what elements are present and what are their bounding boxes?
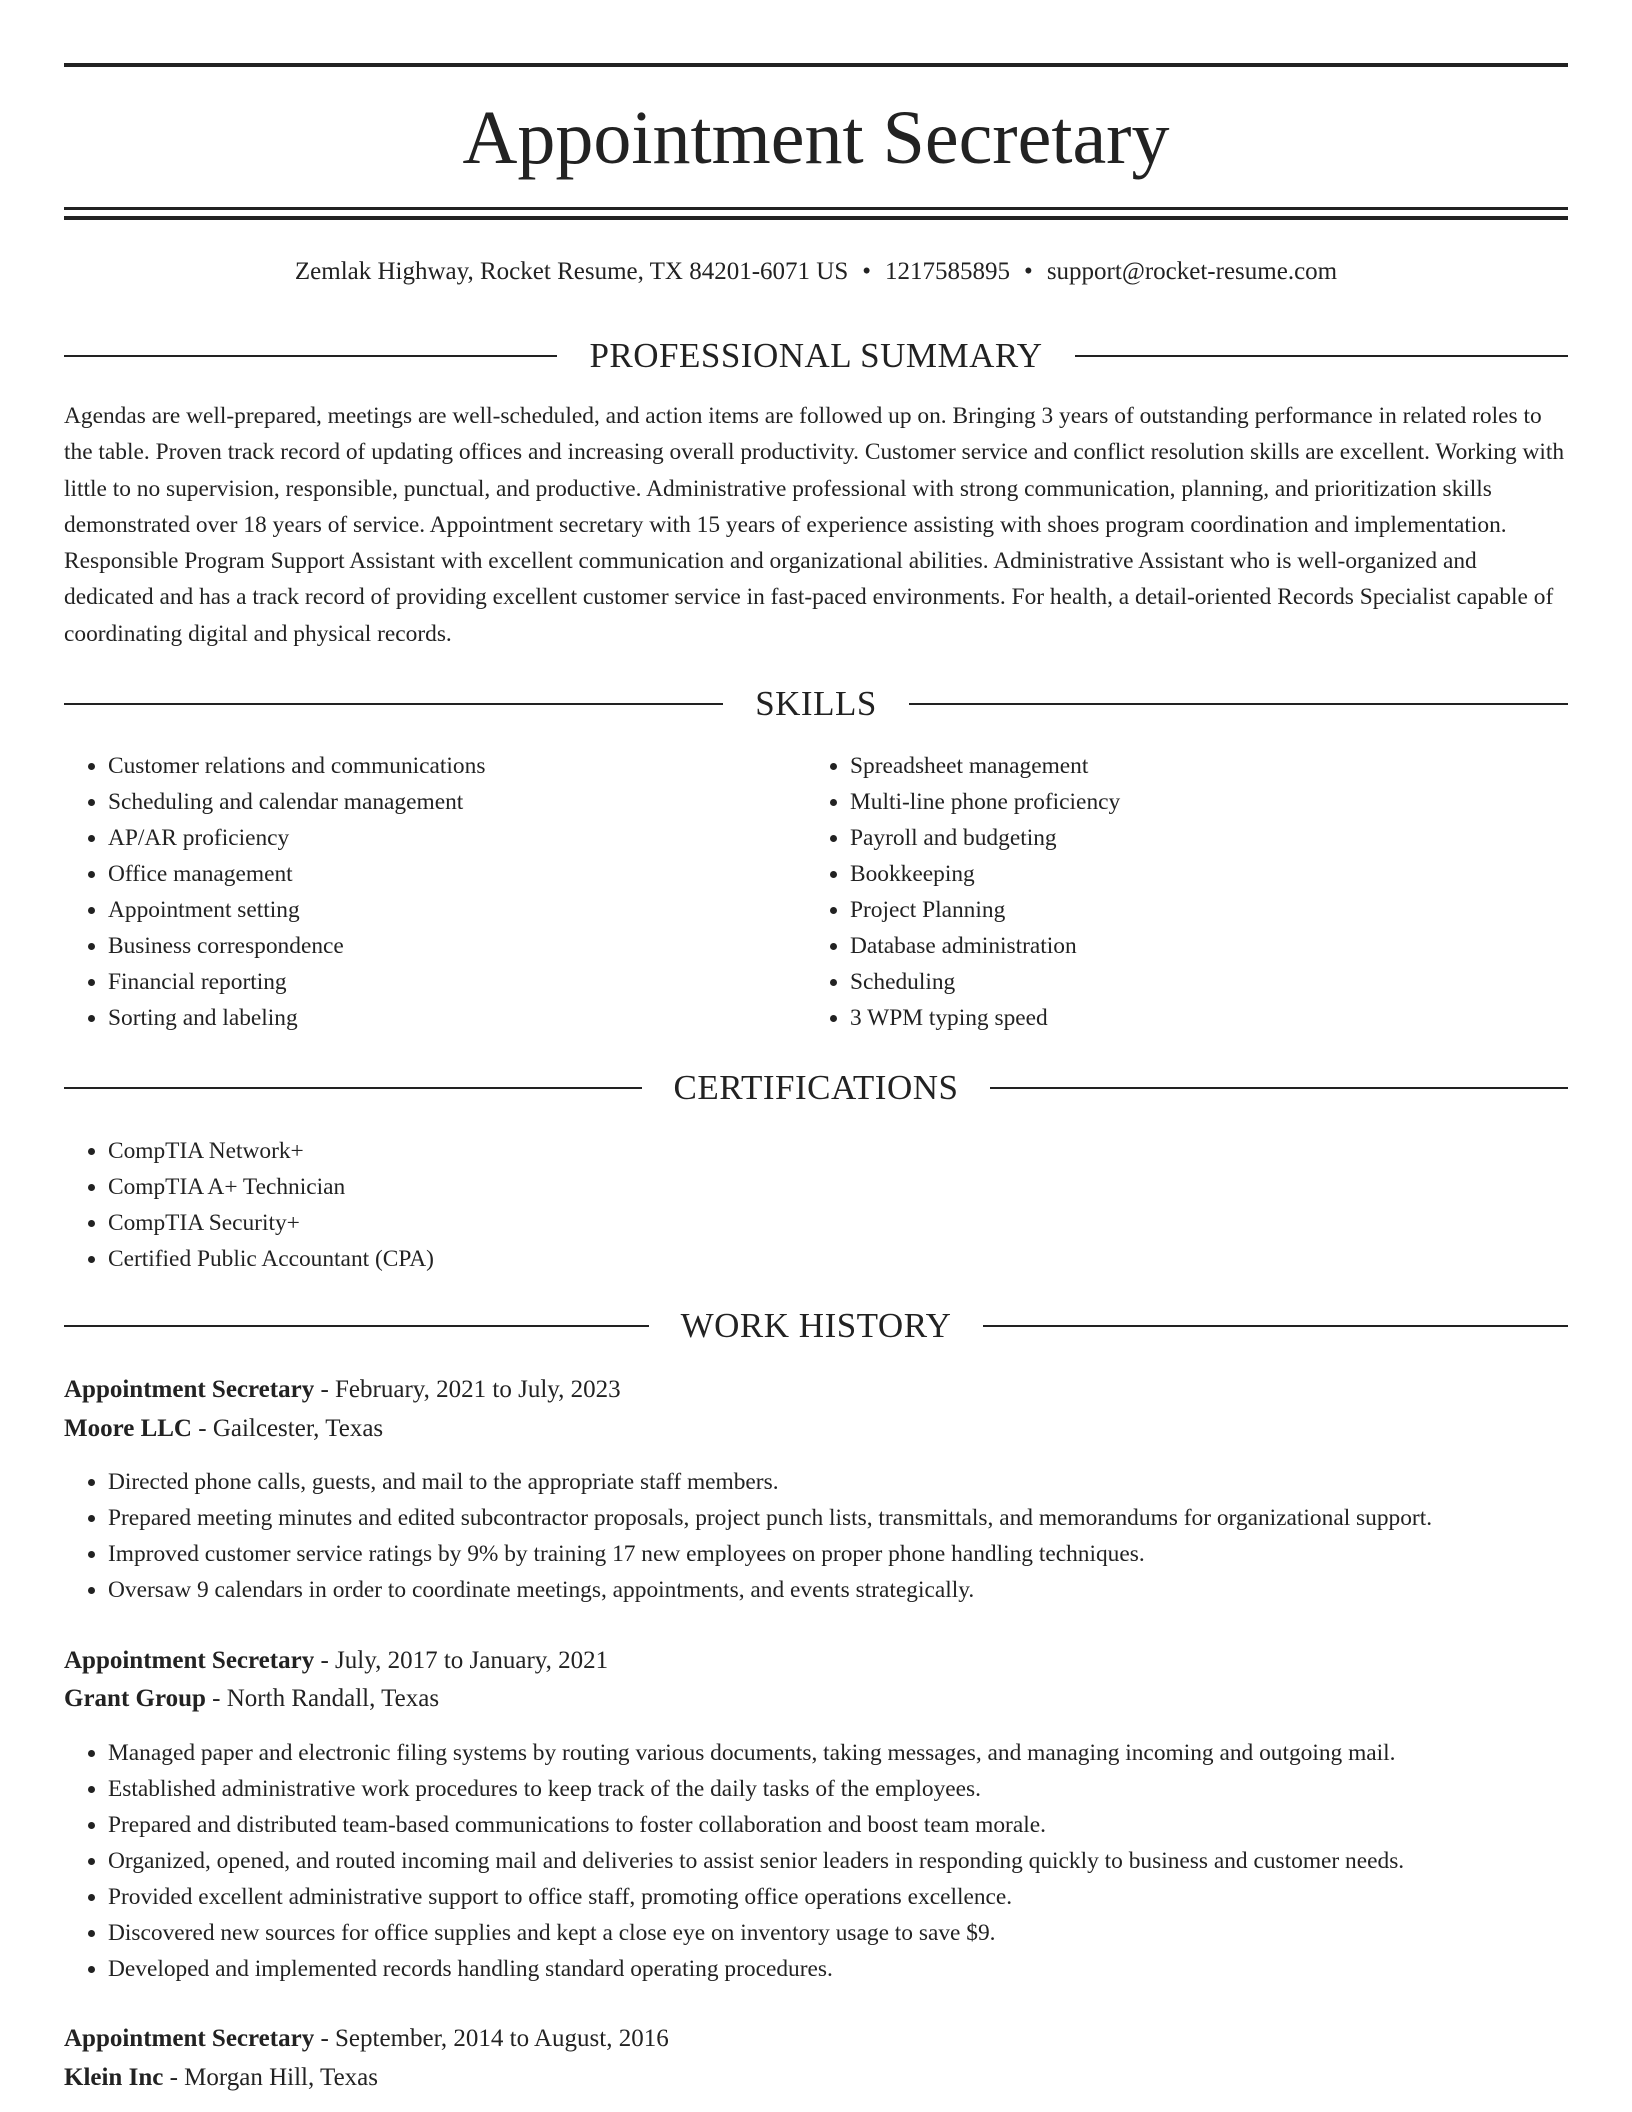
skills-left-column — [64, 748, 764, 1036]
skill-item: • 3 WPM typing speed — [850, 1000, 1506, 1036]
job-title: Appointment Secretary — [64, 2025, 315, 2052]
company-name: Grant Group — [64, 1685, 206, 1712]
certification-item: • CompTIA Security+ — [108, 1205, 1568, 1241]
contact-separator: • — [1024, 258, 1033, 285]
job-bullet: • Prepared meeting minutes and edited subcontractor proposals, project punch lists, transmittals, and memorandums for organizational support. — [108, 1500, 1568, 1536]
job-bullet: • Organized, opened, and routed incoming mail and deliveries to assist senior leaders in responding quickly to business and customer needs. — [108, 1843, 1568, 1879]
job-dates: - February, 2021 to July, 2023 — [314, 1376, 621, 1403]
top-rule — [64, 63, 1568, 67]
job-title: Appointment Secretary — [64, 1376, 315, 1403]
company-name: Klein Inc — [64, 2064, 164, 2091]
job-bullet: • Established administrative work procedures to keep track of the daily tasks of the employees. — [108, 1771, 1568, 1807]
job-bullet: • Discovered new sources for office supplies and kept a close eye on inventory usage to save $9. — [108, 1915, 1568, 1951]
job-bullet: • Managed paper and electronic filing systems by routing various documents, taking messages, and managing incoming and outgoing mail. — [108, 1735, 1568, 1771]
skill-item: • Spreadsheet management — [850, 748, 1506, 784]
job-bullet: • Oversaw 9 calendars in order to coordinate meetings, appointments, and events strategically. — [108, 1572, 1568, 1608]
company-line — [64, 1681, 1568, 1717]
certification-item: • CompTIA A+ Technician — [108, 1169, 1568, 1205]
skill-item: • Financial reporting — [108, 964, 764, 1000]
skill-item: • Database administration — [850, 928, 1506, 964]
section-heading-work-history — [64, 1304, 1568, 1348]
job-title-line — [64, 2021, 1568, 2057]
skill-item: • Scheduling and calendar management — [108, 784, 764, 820]
job-title-line — [64, 1643, 1568, 1679]
company-location: - North Randall, Texas — [205, 1685, 440, 1712]
section-heading-summary — [64, 334, 1568, 378]
section-heading-skills — [64, 682, 1568, 726]
skill-item: • Office management — [108, 856, 764, 892]
company-location: - Morgan Hill, Texas — [163, 2064, 378, 2091]
skill-item: • Bookkeeping — [850, 856, 1506, 892]
skill-item: • Multi-line phone proficiency — [850, 784, 1506, 820]
job-bullet: • Improved customer service ratings by 9% by training 17 new employees on proper phone handling techniques. — [108, 1536, 1568, 1572]
skill-item: • Payroll and budgeting — [850, 820, 1506, 856]
certifications-list — [64, 1133, 1568, 1277]
company-location: - Gailcester, Texas — [192, 1415, 384, 1442]
job-bullets — [64, 1464, 1568, 1608]
job-bullets — [64, 1735, 1568, 1987]
skill-item: • Appointment setting — [108, 892, 764, 928]
job-title: Appointment Secretary — [64, 1647, 315, 1674]
section-title: CERTIFICATIONS — [673, 1068, 959, 1107]
section-title: PROFESSIONAL SUMMARY — [589, 336, 1043, 375]
job-bullet: • Prepared and distributed team-based communications to foster collaboration and boost team morale. — [108, 1807, 1568, 1843]
contact-separator: • — [862, 258, 872, 285]
company-name: Moore LLC — [64, 1415, 192, 1442]
skills-right-column — [806, 748, 1506, 1036]
company-line — [64, 1411, 1568, 1447]
job-bullet: • Directed phone calls, guests, and mail to the appropriate staff members. — [108, 1464, 1568, 1500]
section-heading-certifications — [64, 1066, 1568, 1110]
job-title-line — [64, 1372, 1568, 1408]
certification-item: • Certified Public Accountant (CPA) — [108, 1241, 1568, 1277]
skill-item: • Business correspondence — [108, 928, 764, 964]
section-title: WORK HISTORY — [680, 1306, 952, 1345]
skill-item: • Sorting and labeling — [108, 1000, 764, 1036]
name-double-rule — [64, 207, 1568, 220]
skill-item: • Customer relations and communications — [108, 748, 764, 784]
job-bullet: • Developed and implemented records handling standard operating procedures. — [108, 1951, 1568, 1987]
job-dates: - July, 2017 to January, 2021 — [314, 1647, 609, 1674]
skill-item: • Scheduling — [850, 964, 1506, 1000]
summary-text: Agendas are well-prepared, meetings are well-scheduled, and action items are followed up on. Bringing 3 years of outstanding performance in related roles to the table. Proven track record of updating offices and increasing overall productivity. Customer service and conflict resolution skills are excellent. Working with little to no supervision, responsible, punctual, and productive. Administrative professional with strong communication, planning, and prioritization skills demonstrated over 18 years of service. Appointment secretary with 15 years of experience assisting with shoes program coordination and implementation. Responsible Program Support Assistant with excellent communication and organizational abilities. Administrative Assistant who is well-organized and dedicated and has a track record of providing excellent customer service in fast-paced environments. For health, a detail-oriented Records Specialist capable of coordinating digital and physical records. — [64, 403, 1565, 647]
resume-name: Appointment Secretary — [462, 96, 1170, 180]
contact-phone: 1217585895 — [885, 258, 1011, 285]
contact-line — [64, 254, 1568, 290]
job-bullet: • Provided excellent administrative support to office staff, promoting office operations excellence. — [108, 1879, 1568, 1915]
certification-item: • CompTIA Network+ — [108, 1133, 1568, 1169]
job-dates: - September, 2014 to August, 2016 — [314, 2025, 669, 2052]
contact-address: Zemlak Highway, Rocket Resume, TX 84201-6071 US — [294, 258, 849, 285]
section-title: SKILLS — [755, 684, 877, 723]
skill-item: • Project Planning — [850, 892, 1506, 928]
contact-email: support@rocket-resume.com — [1046, 258, 1338, 285]
skill-item: • AP/AR proficiency — [108, 820, 764, 856]
company-line — [64, 2060, 1568, 2096]
